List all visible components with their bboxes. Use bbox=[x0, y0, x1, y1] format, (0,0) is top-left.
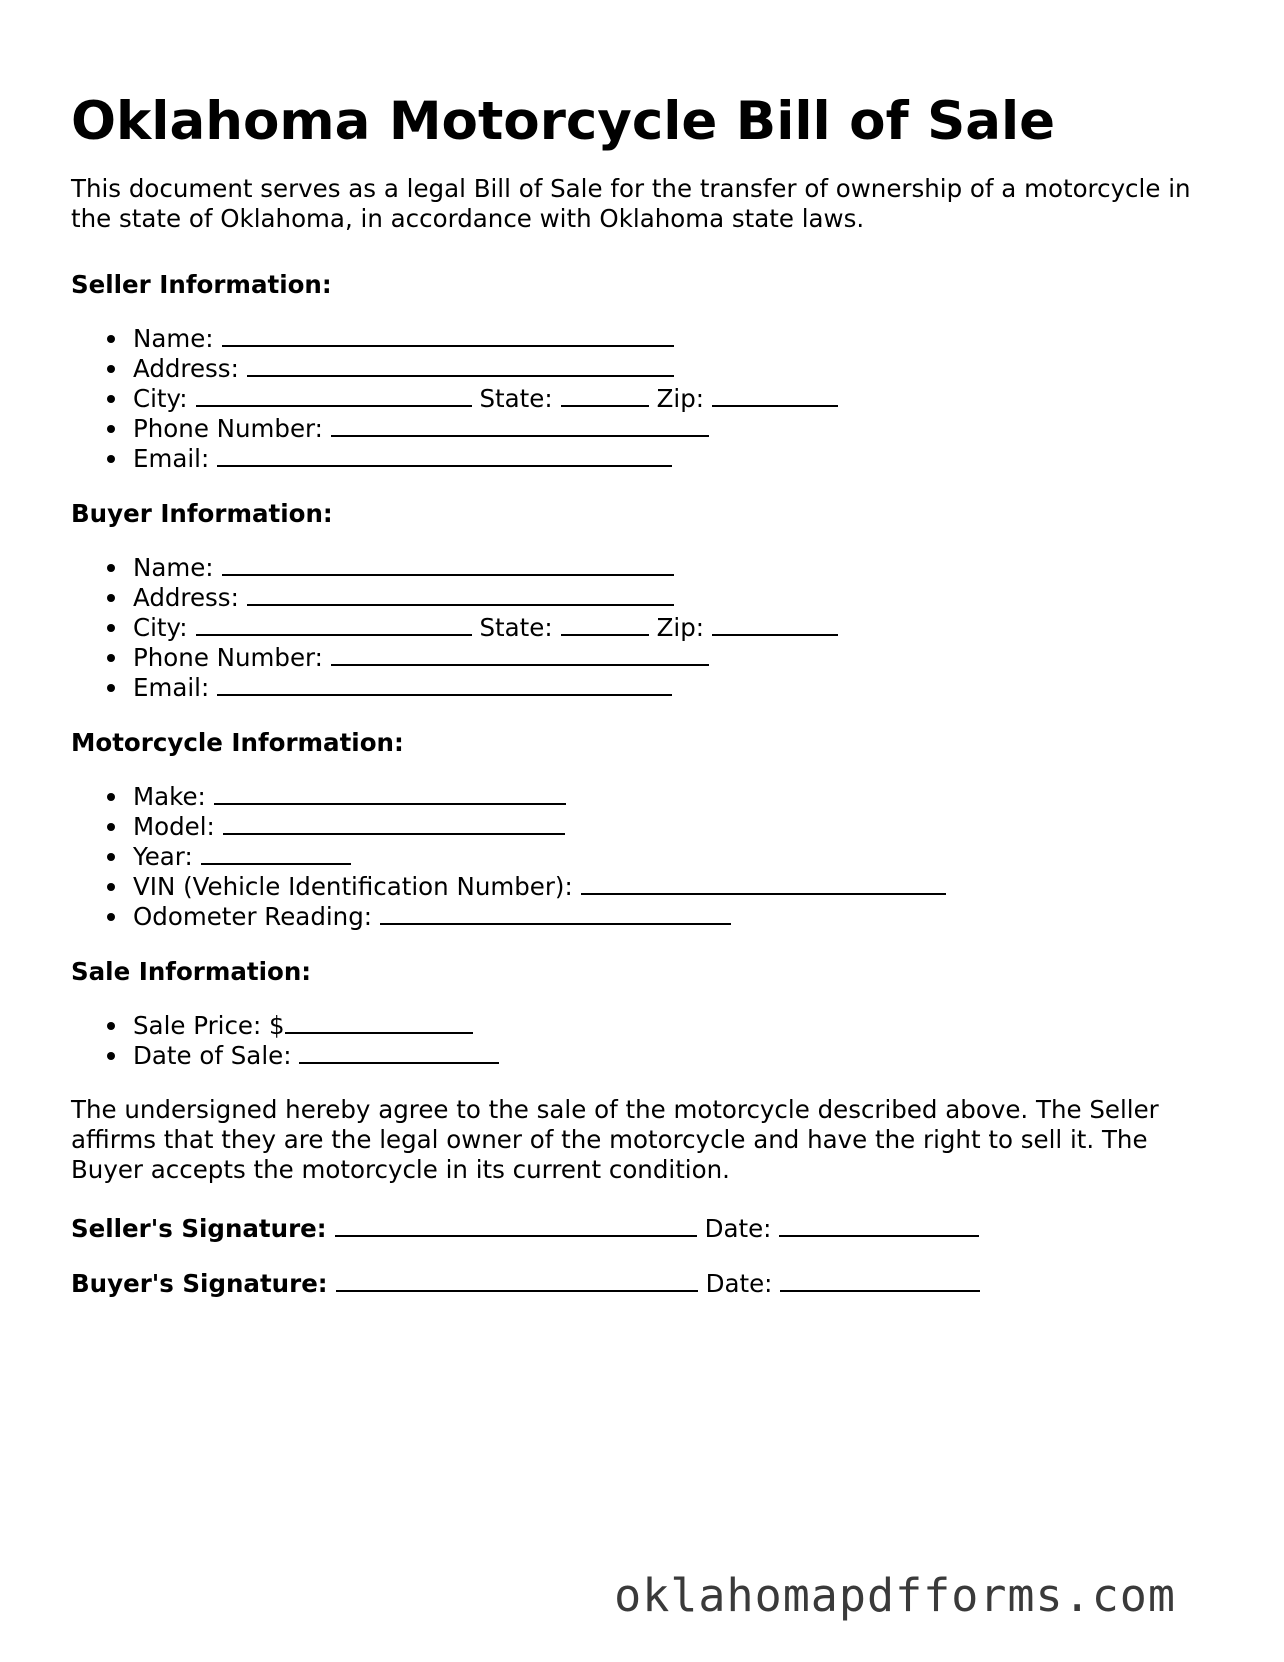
seller-zip-line[interactable] bbox=[712, 383, 838, 407]
year-line[interactable] bbox=[201, 841, 351, 865]
sale-fields bbox=[71, 1010, 499, 1070]
make-field[interactable] bbox=[71, 781, 946, 811]
seller-signature-label: Seller's Signature: bbox=[71, 1214, 327, 1243]
buyer-heading: Buyer Information: bbox=[71, 499, 333, 528]
buyer-address-field[interactable] bbox=[71, 582, 838, 612]
seller-date-line[interactable] bbox=[779, 1213, 979, 1237]
seller-city-line[interactable] bbox=[196, 383, 472, 407]
document-title: Oklahoma Motorcycle Bill of Sale bbox=[71, 91, 1056, 152]
field-label: Name: bbox=[133, 324, 214, 353]
agreement-paragraph: The undersigned hereby agree to the sale of the motorcycle described above. The Seller affirms that they are the legal owner of the motorcycle and have the right to sell it. The Buyer accepts the motorcycle in its current condition. bbox=[71, 1095, 1159, 1184]
seller-heading: Seller Information: bbox=[71, 270, 332, 299]
buyer-fields bbox=[71, 552, 838, 702]
field-label: State: bbox=[479, 613, 553, 642]
seller-email-field[interactable] bbox=[71, 443, 838, 473]
buyer-phone-field[interactable] bbox=[71, 642, 838, 672]
field-label: Zip: bbox=[656, 384, 705, 413]
seller-name-line[interactable] bbox=[222, 323, 674, 347]
buyer-email-line[interactable] bbox=[217, 672, 672, 696]
odometer-line[interactable] bbox=[380, 901, 731, 925]
seller-phone-line[interactable] bbox=[331, 413, 709, 437]
field-label: City: bbox=[133, 613, 188, 642]
buyer-name-line[interactable] bbox=[222, 552, 674, 576]
buyer-city-line[interactable] bbox=[196, 612, 472, 636]
field-label: Name: bbox=[133, 553, 214, 582]
intro-paragraph: This document serves as a legal Bill of Sale for the transfer of ownership of a motorcycle in the state of Oklahoma, in accordance with Oklahoma state laws. bbox=[71, 174, 1191, 233]
sale-date-line[interactable] bbox=[299, 1040, 499, 1064]
field-label: Date of Sale: bbox=[133, 1041, 292, 1070]
seller-address-field[interactable] bbox=[71, 353, 838, 383]
field-label: Make: bbox=[133, 782, 206, 811]
seller-address-line[interactable] bbox=[247, 353, 674, 377]
seller-phone-field[interactable] bbox=[71, 413, 838, 443]
field-label: Address: bbox=[133, 583, 239, 612]
seller-email-line[interactable] bbox=[217, 443, 672, 467]
seller-city-field[interactable] bbox=[71, 383, 838, 413]
make-line[interactable] bbox=[214, 781, 566, 805]
buyer-state-line[interactable] bbox=[561, 612, 649, 636]
field-label: Odometer Reading: bbox=[133, 902, 373, 931]
buyer-name-field[interactable] bbox=[71, 552, 838, 582]
buyer-signature-line[interactable] bbox=[336, 1268, 698, 1292]
model-line[interactable] bbox=[223, 811, 565, 835]
buyer-zip-line[interactable] bbox=[712, 612, 838, 636]
seller-state-line[interactable] bbox=[561, 383, 649, 407]
buyer-signature-row[interactable] bbox=[71, 1268, 980, 1299]
field-label: Model: bbox=[133, 812, 215, 841]
vin-field[interactable] bbox=[71, 871, 946, 901]
field-label: State: bbox=[479, 384, 553, 413]
buyer-signature-label: Buyer's Signature: bbox=[71, 1269, 328, 1298]
field-label: Phone Number: bbox=[133, 414, 323, 443]
seller-signature-row[interactable] bbox=[71, 1213, 979, 1244]
site-watermark: oklahomapdfforms.com bbox=[614, 1569, 1176, 1622]
field-label: Phone Number: bbox=[133, 643, 323, 672]
field-label: Address: bbox=[133, 354, 239, 383]
seller-date-label: Date: bbox=[704, 1214, 772, 1243]
sale-heading: Sale Information: bbox=[71, 957, 312, 986]
motorcycle-fields bbox=[71, 781, 946, 931]
field-label: Email: bbox=[133, 444, 210, 473]
buyer-address-line[interactable] bbox=[247, 582, 674, 606]
vin-line[interactable] bbox=[581, 871, 946, 895]
field-label: Sale Price: $ bbox=[133, 1011, 285, 1040]
buyer-city-field[interactable] bbox=[71, 612, 838, 642]
buyer-date-label: Date: bbox=[705, 1269, 773, 1298]
seller-name-field[interactable] bbox=[71, 323, 838, 353]
seller-signature-line[interactable] bbox=[335, 1213, 697, 1237]
sale-date-field[interactable] bbox=[71, 1040, 499, 1070]
buyer-date-line[interactable] bbox=[780, 1268, 980, 1292]
buyer-email-field[interactable] bbox=[71, 672, 838, 702]
field-label: City: bbox=[133, 384, 188, 413]
field-label: Zip: bbox=[656, 613, 705, 642]
field-label: Year: bbox=[133, 842, 193, 871]
field-label: Email: bbox=[133, 673, 210, 702]
year-field[interactable] bbox=[71, 841, 946, 871]
model-field[interactable] bbox=[71, 811, 946, 841]
buyer-phone-line[interactable] bbox=[331, 642, 709, 666]
seller-fields bbox=[71, 323, 838, 473]
field-label: VIN (Vehicle Identification Number): bbox=[133, 872, 573, 901]
sale-price-field[interactable] bbox=[71, 1010, 499, 1040]
sale-price-line[interactable] bbox=[285, 1010, 473, 1034]
odometer-field[interactable] bbox=[71, 901, 946, 931]
motorcycle-heading: Motorcycle Information: bbox=[71, 728, 404, 757]
